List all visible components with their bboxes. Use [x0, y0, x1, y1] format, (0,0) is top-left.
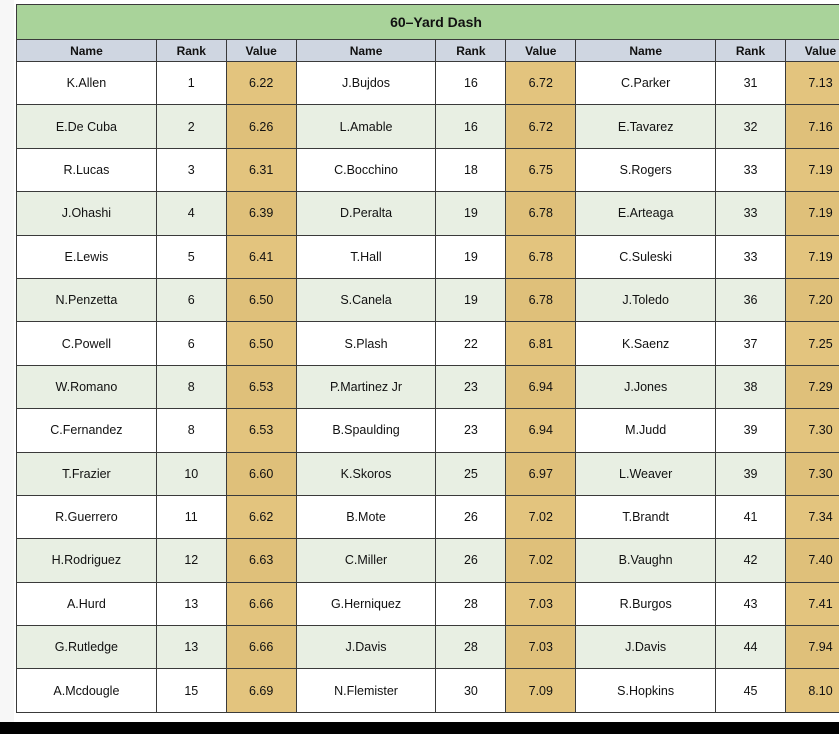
cell-rank: 44 [716, 626, 786, 669]
cell-rank: 36 [716, 278, 786, 321]
cell-value: 6.50 [226, 278, 296, 321]
table-row [17, 452, 839, 495]
cell-rank: 33 [716, 192, 786, 235]
table-row [17, 365, 839, 408]
cell-rank: 42 [716, 539, 786, 582]
cell-value: 6.53 [226, 365, 296, 408]
cell-rank: 5 [156, 235, 226, 278]
cell-name: W.Romano [17, 365, 157, 408]
table-row [17, 669, 839, 712]
table-row [17, 626, 839, 669]
cell-value: 7.03 [506, 626, 576, 669]
cell-name: R.Guerrero [17, 495, 157, 538]
table-row [17, 322, 839, 365]
cell-name: C.Fernandez [17, 409, 157, 452]
table-row [17, 582, 839, 625]
cell-name: L.Weaver [576, 452, 716, 495]
cell-name: J.Davis [296, 626, 436, 669]
cell-rank: 23 [436, 365, 506, 408]
cell-name: C.Bocchino [296, 148, 436, 191]
cell-value: 6.62 [226, 495, 296, 538]
cell-name: K.Allen [17, 62, 157, 105]
cell-name: C.Suleski [576, 235, 716, 278]
cell-value: 6.69 [226, 669, 296, 712]
cell-rank: 15 [156, 669, 226, 712]
cell-value: 6.66 [226, 626, 296, 669]
cell-rank: 8 [156, 365, 226, 408]
table-row [17, 409, 839, 452]
cell-name: J.Jones [576, 365, 716, 408]
cell-name: A.Mcdougle [17, 669, 157, 712]
cell-rank: 28 [436, 582, 506, 625]
cell-rank: 6 [156, 322, 226, 365]
table-body [17, 62, 839, 713]
cell-value: 6.94 [506, 409, 576, 452]
cell-value: 8.10 [785, 669, 839, 712]
cell-rank: 43 [716, 582, 786, 625]
cell-value: 6.31 [226, 148, 296, 191]
cell-rank: 12 [156, 539, 226, 582]
cell-name: S.Canela [296, 278, 436, 321]
cell-name: B.Spaulding [296, 409, 436, 452]
cell-value: 6.39 [226, 192, 296, 235]
cell-name: T.Brandt [576, 495, 716, 538]
cell-value: 6.26 [226, 105, 296, 148]
cell-rank: 11 [156, 495, 226, 538]
column-header-rank: Rank [716, 40, 786, 62]
table-row [17, 495, 839, 538]
cell-value: 6.78 [506, 235, 576, 278]
cell-name: P.Martinez Jr [296, 365, 436, 408]
cell-name: T.Frazier [17, 452, 157, 495]
cell-rank: 38 [716, 365, 786, 408]
cell-name: E.Lewis [17, 235, 157, 278]
cell-value: 7.02 [506, 495, 576, 538]
cell-rank: 41 [716, 495, 786, 538]
cell-value: 6.50 [226, 322, 296, 365]
cell-value: 6.72 [506, 105, 576, 148]
cell-name: L.Amable [296, 105, 436, 148]
cell-value: 7.03 [506, 582, 576, 625]
table-row [17, 105, 839, 148]
cell-name: S.Rogers [576, 148, 716, 191]
cell-name: E.Arteaga [576, 192, 716, 235]
cell-name: J.Ohashi [17, 192, 157, 235]
cell-value: 6.94 [506, 365, 576, 408]
cell-value: 6.81 [506, 322, 576, 365]
cell-rank: 31 [716, 62, 786, 105]
table-row [17, 62, 839, 105]
cell-value: 6.97 [506, 452, 576, 495]
cell-rank: 6 [156, 278, 226, 321]
cell-value: 7.25 [785, 322, 839, 365]
cell-name: E.De Cuba [17, 105, 157, 148]
table-row [17, 278, 839, 321]
column-header-value: Value [785, 40, 839, 62]
cell-name: G.Rutledge [17, 626, 157, 669]
column-header-name: Name [576, 40, 716, 62]
cell-rank: 13 [156, 626, 226, 669]
column-header-rank: Rank [436, 40, 506, 62]
cell-rank: 16 [436, 105, 506, 148]
cell-value: 7.40 [785, 539, 839, 582]
cell-rank: 39 [716, 452, 786, 495]
cell-name: C.Parker [576, 62, 716, 105]
cell-value: 6.41 [226, 235, 296, 278]
cell-name: E.Tavarez [576, 105, 716, 148]
cell-rank: 33 [716, 148, 786, 191]
cell-value: 7.19 [785, 148, 839, 191]
cell-value: 7.02 [506, 539, 576, 582]
table-title: 60–Yard Dash [17, 5, 839, 40]
cell-rank: 1 [156, 62, 226, 105]
cell-name: H.Rodriguez [17, 539, 157, 582]
column-header-rank: Rank [156, 40, 226, 62]
cell-value: 6.53 [226, 409, 296, 452]
cell-name: B.Vaughn [576, 539, 716, 582]
column-header-name: Name [17, 40, 157, 62]
cell-rank: 4 [156, 192, 226, 235]
cell-name: G.Herniquez [296, 582, 436, 625]
cell-value: 6.63 [226, 539, 296, 582]
cell-name: N.Flemister [296, 669, 436, 712]
cell-name: S.Hopkins [576, 669, 716, 712]
table-row [17, 235, 839, 278]
cell-rank: 45 [716, 669, 786, 712]
cell-value: 7.34 [785, 495, 839, 538]
cell-name: J.Toledo [576, 278, 716, 321]
cell-value: 6.22 [226, 62, 296, 105]
cell-name: D.Peralta [296, 192, 436, 235]
left-gutter [0, 0, 15, 734]
cell-rank: 13 [156, 582, 226, 625]
cell-value: 6.78 [506, 278, 576, 321]
cell-rank: 33 [716, 235, 786, 278]
cell-value: 7.19 [785, 235, 839, 278]
cell-value: 7.09 [506, 669, 576, 712]
cell-rank: 37 [716, 322, 786, 365]
cell-name: R.Lucas [17, 148, 157, 191]
cell-value: 6.66 [226, 582, 296, 625]
cell-name: B.Mote [296, 495, 436, 538]
cell-rank: 2 [156, 105, 226, 148]
cell-rank: 18 [436, 148, 506, 191]
cell-value: 6.78 [506, 192, 576, 235]
cell-value: 7.16 [785, 105, 839, 148]
cell-rank: 19 [436, 278, 506, 321]
cell-rank: 25 [436, 452, 506, 495]
cell-value: 7.30 [785, 409, 839, 452]
cell-rank: 30 [436, 669, 506, 712]
cell-rank: 32 [716, 105, 786, 148]
cell-rank: 19 [436, 192, 506, 235]
cell-name: R.Burgos [576, 582, 716, 625]
cell-value: 7.94 [785, 626, 839, 669]
cell-value: 6.75 [506, 148, 576, 191]
cell-rank: 16 [436, 62, 506, 105]
cell-value: 7.20 [785, 278, 839, 321]
column-header-name: Name [296, 40, 436, 62]
column-header-value: Value [506, 40, 576, 62]
cell-name: C.Powell [17, 322, 157, 365]
cell-value: 6.60 [226, 452, 296, 495]
cell-rank: 26 [436, 539, 506, 582]
cell-name: M.Judd [576, 409, 716, 452]
cell-name: T.Hall [296, 235, 436, 278]
table-row [17, 148, 839, 191]
cell-name: J.Davis [576, 626, 716, 669]
cell-rank: 23 [436, 409, 506, 452]
cell-value: 7.29 [785, 365, 839, 408]
cell-name: A.Hurd [17, 582, 157, 625]
bottom-edge [0, 722, 839, 734]
table-row [17, 539, 839, 582]
results-table [16, 4, 839, 713]
cell-name: J.Bujdos [296, 62, 436, 105]
column-header-row [17, 40, 839, 62]
table-row [17, 192, 839, 235]
cell-name: N.Penzetta [17, 278, 157, 321]
cell-name: K.Saenz [576, 322, 716, 365]
cell-value: 7.41 [785, 582, 839, 625]
column-header-value: Value [226, 40, 296, 62]
cell-rank: 3 [156, 148, 226, 191]
cell-rank: 39 [716, 409, 786, 452]
cell-rank: 28 [436, 626, 506, 669]
cell-rank: 19 [436, 235, 506, 278]
cell-value: 7.30 [785, 452, 839, 495]
cell-value: 7.13 [785, 62, 839, 105]
cell-rank: 10 [156, 452, 226, 495]
cell-name: K.Skoros [296, 452, 436, 495]
cell-value: 6.72 [506, 62, 576, 105]
cell-rank: 8 [156, 409, 226, 452]
cell-rank: 26 [436, 495, 506, 538]
cell-rank: 22 [436, 322, 506, 365]
cell-value: 7.19 [785, 192, 839, 235]
cell-name: S.Plash [296, 322, 436, 365]
cell-name: C.Miller [296, 539, 436, 582]
